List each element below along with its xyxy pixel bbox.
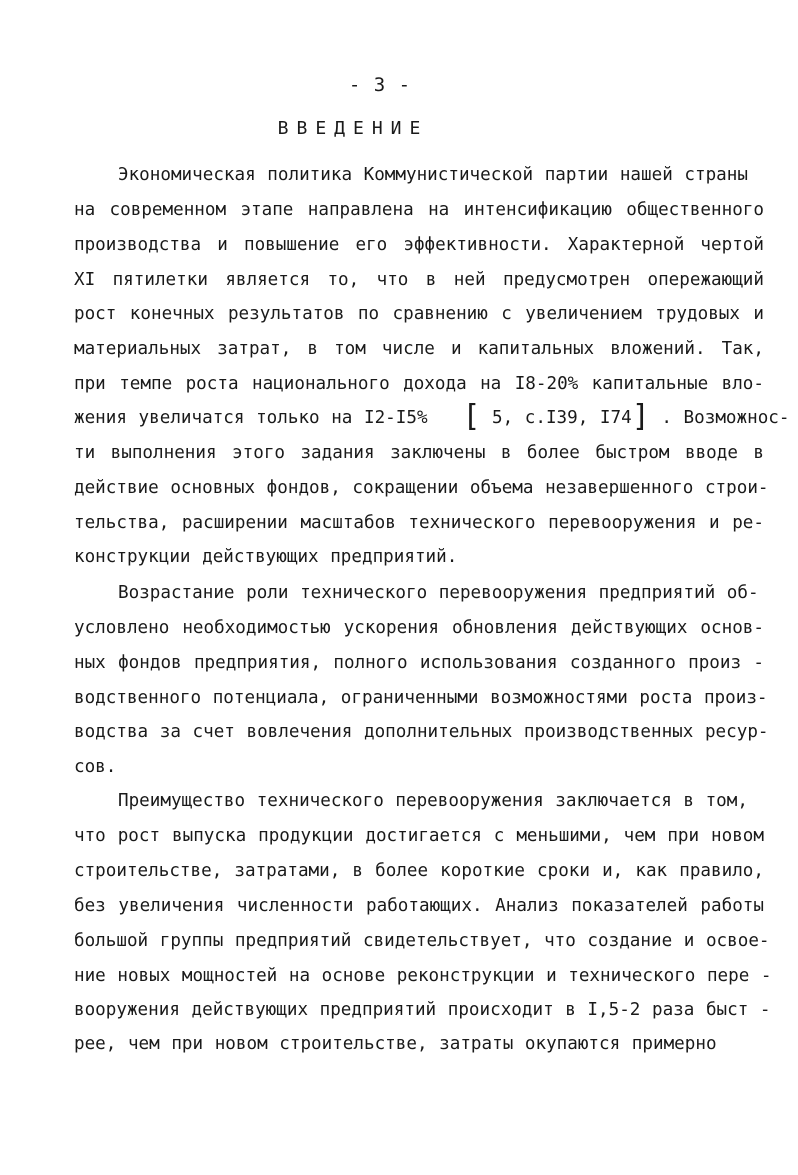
page-number: - 3 - bbox=[348, 74, 412, 96]
right-bracket: ] bbox=[631, 399, 650, 434]
text-line: материальных затрат, в том числе и капитальных вложений. Так, bbox=[74, 339, 764, 359]
text-line: ние новых мощностей на основе реконструкции и технического пере - bbox=[74, 966, 772, 986]
text-line: рост конечных результатов по сравнению с увеличением трудовых и bbox=[74, 304, 764, 324]
text-line: Преимущество технического перевооружения заключается в том, bbox=[118, 791, 748, 811]
text-line: большой группы предприятий свидетельствует, что создание и освое- bbox=[74, 931, 770, 951]
left-bracket: [ bbox=[462, 399, 481, 434]
text-line-with-citation bbox=[74, 399, 790, 435]
text-fragment: жения увеличатся только на I2-I5% bbox=[74, 408, 428, 428]
text-line: ти выполнения этого задания заключены в более быстром вводе в bbox=[74, 443, 764, 463]
section-heading: ВВЕДЕНИЕ bbox=[277, 118, 429, 139]
text-line: сов. bbox=[74, 757, 117, 777]
text-line: на современном этапе направлена на интенсификацию общественного bbox=[74, 200, 764, 220]
text-line: Возрастание роли технического перевооружения предприятий об- bbox=[118, 583, 759, 603]
text-line: водственного потенциала, ограниченными возможностями роста произ- bbox=[74, 688, 768, 708]
text-line: тельства, расширении масштабов технического перевооружения и ре- bbox=[74, 513, 764, 533]
text-line: условлено необходимостью ускорения обновления действующих основ- bbox=[74, 618, 764, 638]
text-line: рее, чем при новом строительстве, затраты окупаются примерно bbox=[74, 1034, 717, 1054]
text-fragment: . Возможнос- bbox=[661, 408, 790, 428]
text-line: вооружения действующих предприятий происходит в I,5-2 раза быст - bbox=[74, 1000, 771, 1020]
text-line: Экономическая политика Коммунистической партии нашей страны bbox=[118, 165, 748, 185]
text-line: XI пятилетки является то, что в ней предусмотрен опережающий bbox=[74, 270, 764, 290]
text-line: что рост выпуска продукции достигается с меньшими, чем при новом bbox=[74, 826, 764, 846]
text-line: ных фондов предприятия, полного использования созданного произ - bbox=[74, 653, 764, 673]
citation-reference: 5, с.I39, I74 bbox=[492, 408, 632, 428]
text-line: без увеличения численности работающих. Анализ показателей работы bbox=[74, 896, 764, 916]
text-line: действие основных фондов, сокращении объема незавершенного строи- bbox=[74, 478, 769, 498]
text-line: водства за счет вовлечения дополнительных производственных ресур- bbox=[74, 722, 769, 742]
text-line: конструкции действующих предприятий. bbox=[74, 547, 458, 567]
text-line: строительстве, затратами, в более короткие сроки и, как правило, bbox=[74, 861, 764, 881]
text-line: производства и повышение его эффективности. Характерной чертой bbox=[74, 235, 764, 255]
text-line: при темпе роста национального дохода на I8-20% капитальные вло- bbox=[74, 374, 764, 394]
